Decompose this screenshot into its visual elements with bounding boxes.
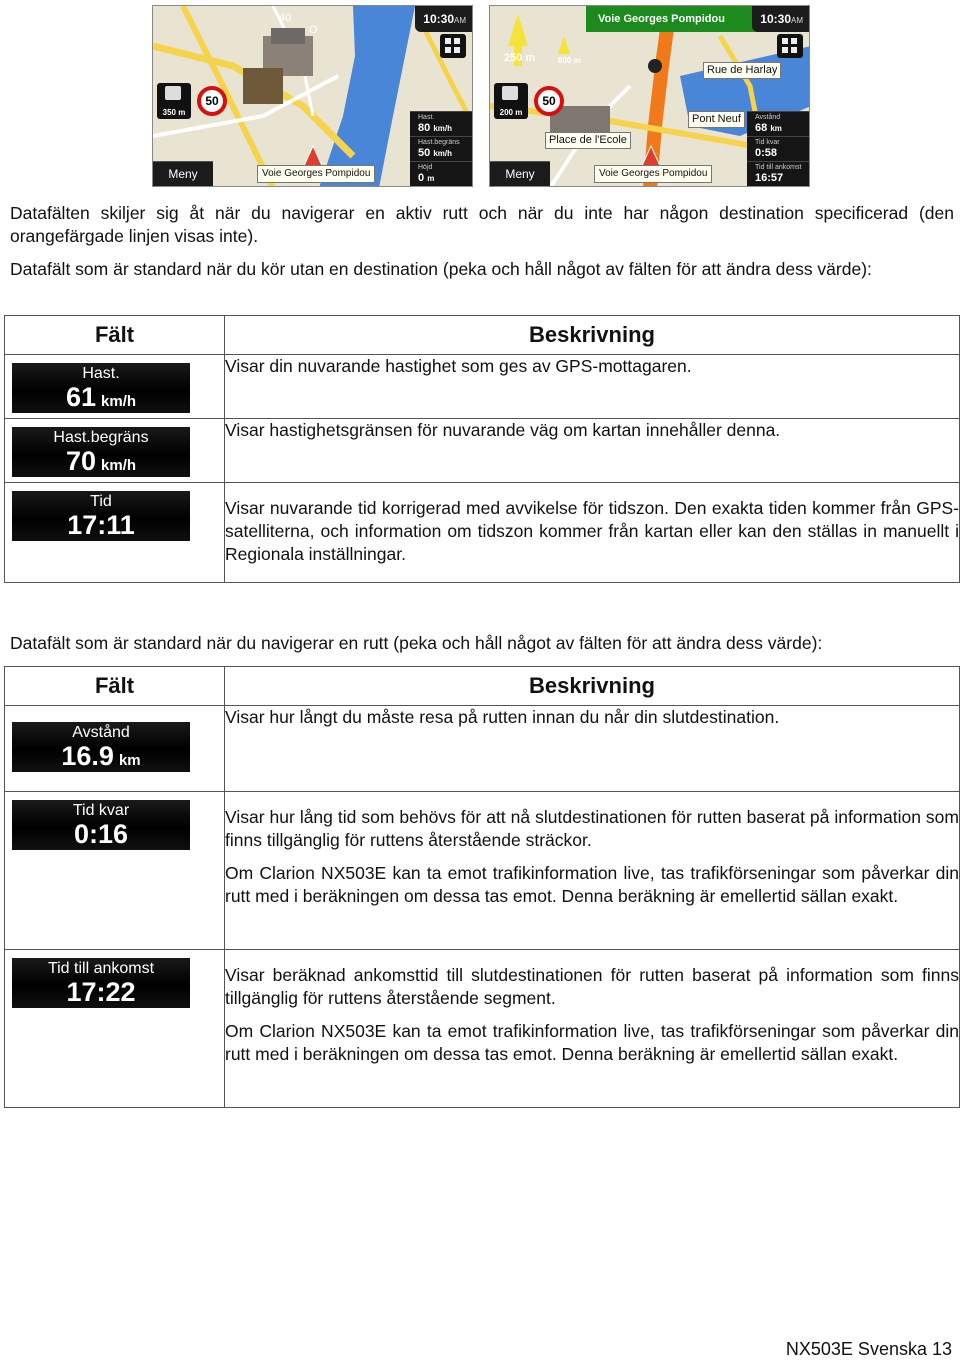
info-field-speed-limit[interactable] [410, 136, 472, 161]
intro-paragraph: Datafälten skiljer sig åt när du navigerar en aktiv rutt och när du inte har någon destination specificerad (den orangefärgade linjen visas inte). [10, 203, 954, 246]
info-unit: km [770, 124, 782, 133]
widget-value: 17:22 [66, 977, 136, 1007]
info-caption: Avstånd [755, 114, 781, 121]
screenshot-navigation [489, 5, 810, 187]
grid-icon[interactable] [440, 34, 466, 58]
field-cell [5, 483, 225, 583]
widget-value: 70 [65, 446, 97, 476]
next-turn-distance: 800 m [558, 56, 581, 65]
description-text: Visar hastighetsgränsen för nuvarande väg om kartan innehåller denna. [225, 420, 781, 440]
widget-unit: km/h [101, 457, 137, 474]
info-value: 50 [418, 147, 431, 159]
section1-heading: Datafält som är standard när du kör utan en destination (peka och håll något av fälten för att ändra dess värde): [10, 259, 872, 279]
description-cell [225, 706, 960, 792]
screenshot-free-driving [152, 5, 473, 187]
place-label: Rue de Harlay [703, 62, 781, 79]
field-cell [5, 355, 225, 419]
info-value: 80 [418, 122, 431, 134]
description-text: Visar din nuvarande hastighet som ges av GPS-mottagaren. [225, 356, 692, 376]
description-text: Visar nuvarande tid korrigerad med avvikelse för tidszon. Den exakta tiden kommer från GPS-satelliterna, och information om tidszon kommer från kartan eller kan den ställas in manuellt i Regionala inställningar. [225, 498, 959, 564]
street-name: Voie Georges Pompidou [257, 165, 375, 183]
clock: 10:30 [423, 12, 454, 26]
widget-value: 61 [65, 382, 97, 412]
info-field-distance[interactable] [747, 111, 809, 136]
description-cell [225, 483, 960, 583]
info-caption: Hast.begräns [418, 139, 460, 146]
table-row [5, 483, 960, 583]
page-footer: NX503E Svenska 13 [785, 1339, 952, 1359]
widget-caption: Hast.begräns [53, 429, 149, 446]
data-field-widget[interactable] [12, 427, 190, 477]
info-caption: Tid till ankomst [755, 164, 802, 171]
widget-caption: Tid [90, 493, 112, 510]
info-value: 0 [418, 172, 425, 184]
column-header-description: Beskrivning [225, 316, 960, 355]
widget-unit: km/h [101, 393, 137, 410]
table-row [5, 706, 960, 792]
description-cell [225, 950, 960, 1108]
map-label: 40 [279, 12, 292, 24]
clock-ampm: AM [454, 16, 466, 25]
place-label: Place de l'Ecole [545, 132, 631, 149]
widget-caption: Avstånd [72, 724, 130, 741]
description-cell [225, 355, 960, 419]
place-label: Pont Neuf [688, 111, 745, 128]
info-field-arrival[interactable] [747, 161, 809, 186]
widget-caption: Tid kvar [72, 802, 130, 819]
description-text: Om Clarion NX503E kan ta emot trafikinformation live, tas trafikförseningar som påverkar din rutt med i beräkningen om dessa tas emot. Denna beräkning är emellertid sällan exakt. [225, 1021, 959, 1064]
field-cell [5, 419, 225, 483]
info-panel[interactable] [747, 111, 809, 186]
info-field-time-left[interactable] [747, 136, 809, 161]
description-text: Visar beräknad ankomsttid till slutdestinationen för rutten baserat på information som finns tillgänglig för ruttens återstående segment. [225, 965, 959, 1008]
clock-ampm: AM [791, 16, 803, 25]
turn-distance: 250 m [504, 52, 536, 64]
speed-limit-sign: 50 [197, 86, 227, 116]
speed-camera-alert [157, 83, 191, 119]
table-row [5, 419, 960, 483]
description-text: Visar hur lång tid som behövs för att nå slutdestinationen för rutten baserat på information som finns tillgänglig för ruttens återstående sträckor. [225, 807, 959, 850]
description-text: Om Clarion NX503E kan ta emot trafikinformation live, tas trafikförseningar som påverkar din rutt med i beräkningen om dessa tas emot. Denna beräkning är emellertid sällan exakt. [225, 863, 959, 906]
map-label: O [309, 24, 318, 36]
column-header-field: Fält [5, 316, 225, 355]
info-value: 16:57 [755, 172, 784, 184]
data-field-widget[interactable] [12, 958, 190, 1008]
field-cell [5, 950, 225, 1108]
section2-heading: Datafält som är standard när du navigerar en rutt (peka och håll något av fälten för att ändra dess värde): [10, 633, 823, 653]
info-unit: km/h [433, 149, 452, 158]
info-caption: Höjd [418, 164, 433, 171]
widget-value: 0:16 [73, 819, 129, 849]
table-header-row [5, 316, 960, 355]
camera-distance: 350 m [162, 108, 186, 117]
info-field-speed[interactable] [410, 111, 472, 136]
info-field-altitude[interactable] [410, 161, 472, 186]
speed-camera-alert [494, 83, 528, 119]
camera-icon [165, 86, 181, 100]
status-bar [752, 6, 809, 32]
info-value: 68 [755, 122, 768, 134]
table-row [5, 792, 960, 950]
street-name: Voie Georges Pompidou [594, 165, 712, 183]
table-row [5, 950, 960, 1108]
speed-limit-sign: 50 [534, 86, 564, 116]
info-panel[interactable] [410, 111, 472, 186]
column-header-description: Beskrivning [225, 667, 960, 706]
info-unit: km/h [433, 124, 452, 133]
camera-distance: 200 m [499, 108, 523, 117]
field-cell [5, 706, 225, 792]
field-cell [5, 792, 225, 950]
grid-icon[interactable] [777, 34, 803, 58]
menu-button[interactable]: Meny [490, 161, 550, 186]
data-field-widget[interactable] [12, 722, 190, 772]
widget-value: 17:11 [67, 510, 135, 540]
description-text: Visar hur långt du måste resa på rutten innan du når din slutdestination. [225, 707, 780, 727]
widget-caption: Tid till ankomst [47, 960, 155, 977]
table-row [5, 355, 960, 419]
widget-unit: km [118, 752, 141, 769]
widget-value: 16.9 [61, 741, 114, 771]
clock: 10:30 [760, 12, 791, 26]
fields-table-free-driving [4, 315, 960, 583]
description-cell [225, 792, 960, 950]
menu-button[interactable]: Meny [153, 161, 213, 186]
fields-table-navigation [4, 666, 960, 1108]
data-field-widget[interactable] [12, 363, 190, 413]
table-header-row [5, 667, 960, 706]
next-street-title: Voie Georges Pompidou [586, 6, 809, 32]
status-bar [415, 6, 472, 32]
info-value: 0:58 [755, 147, 778, 159]
data-field-widget[interactable] [12, 491, 190, 541]
description-cell [225, 419, 960, 483]
info-unit: m [427, 174, 435, 183]
column-header-field: Fält [5, 667, 225, 706]
camera-icon [502, 86, 518, 100]
info-caption: Tid kvar [755, 139, 780, 146]
info-caption: Hast. [418, 114, 435, 121]
widget-caption: Hast. [82, 365, 120, 382]
data-field-widget[interactable] [12, 800, 190, 850]
